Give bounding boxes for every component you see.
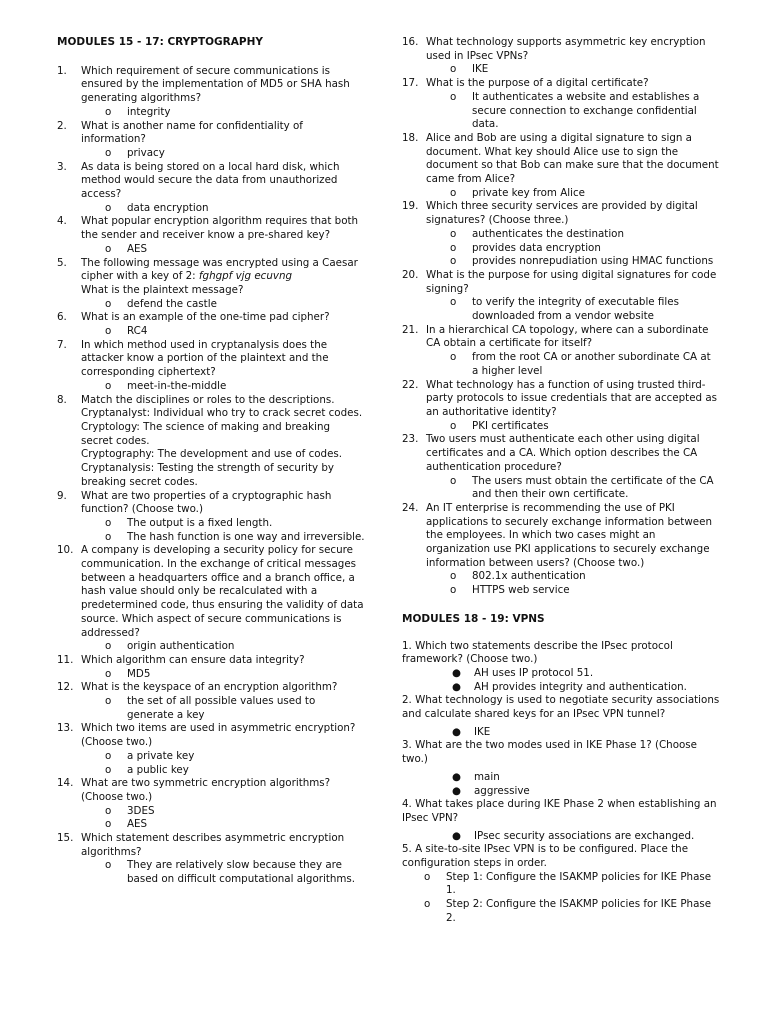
question-number: 10. (57, 544, 74, 557)
question-text: Which two items are used in asymmetric encryption? (Choose two.) (81, 722, 356, 749)
question-23 (402, 433, 720, 502)
question-number: 21. (402, 323, 419, 336)
answer-text: a private key (127, 749, 195, 762)
question-17 (402, 77, 720, 132)
question-16 (402, 36, 720, 77)
question-text: What popular encryption algorithm requires that both the sender and receiver know a pre-shared key? (81, 215, 359, 242)
question-text: As data is being stored on a local hard disk, which method would secure the data from unauthorized access? (81, 160, 340, 201)
answer (450, 63, 720, 77)
question-text: What is the purpose of a digital certificate? (426, 77, 649, 90)
description: Cryptanalysis: Testing the strength of security by breaking secret codes. (81, 462, 335, 488)
answer (105, 750, 365, 764)
answer (450, 570, 720, 584)
answer-text: PKI certificates (472, 419, 549, 432)
circle-bullet-icon: o (105, 105, 112, 118)
answer (452, 830, 720, 844)
question-5 (57, 257, 365, 312)
question-13 (57, 722, 365, 777)
question-11 (57, 654, 365, 681)
question-number: 1. (57, 64, 67, 77)
answer (105, 298, 365, 312)
section-heading-vpns: MODULES 18 - 19: VPNS (402, 612, 545, 625)
question-8 (57, 394, 365, 490)
question-number: 12. (57, 681, 74, 694)
circle-bullet-icon: o (424, 870, 431, 883)
circle-bullet-icon: o (105, 640, 112, 653)
answer-text: integrity (127, 105, 171, 118)
question-text-part: What is the plaintext message? (81, 283, 244, 296)
description: Cryptology: The science of making and breaking secret codes. (81, 420, 331, 447)
vpn-question-1: 1. Which two statements describe the IPsec protocol framework? (Choose two.) (402, 639, 673, 666)
answer-text: IKE (474, 725, 491, 738)
answer-text: origin authentication (127, 640, 235, 653)
answer (105, 243, 365, 257)
question-number: 15. (57, 832, 74, 845)
answer (105, 531, 365, 545)
answer (450, 351, 720, 378)
circle-bullet-icon: o (105, 804, 112, 817)
question-number: 14. (57, 777, 74, 790)
answer (105, 859, 365, 886)
vpn-question-2: 2. What technology is used to negotiate security associations and calculate shared keys for an IPsec VPN tunnel? (402, 694, 720, 721)
question-text: What technology has a function of using trusted third-party protocols to issue credentials that are accepted as an authoritative identity? (426, 378, 718, 418)
vpn-question-list (402, 640, 720, 926)
circle-bullet-icon: o (450, 351, 457, 364)
answer (105, 764, 365, 778)
question-text: Match the disciplines or roles to the descriptions. (81, 393, 335, 406)
circle-bullet-icon: o (105, 530, 112, 543)
answer (450, 475, 720, 502)
question-text: In a hierarchical CA topology, where can a subordinate CA obtain a certificate for itself? (426, 323, 709, 350)
config-step (424, 898, 720, 925)
answer-text: defend the castle (127, 297, 217, 310)
answer (105, 106, 365, 120)
circle-bullet-icon: o (450, 227, 457, 240)
question-text: Alice and Bob are using a digital signature to sign a document. What key should Alice use to sign the document so that Bob can make sure that the document came from Alice? (426, 131, 719, 186)
question-number: 3. (57, 160, 67, 173)
answer (450, 187, 720, 201)
circle-bullet-icon: o (450, 474, 457, 487)
question-12 (57, 681, 365, 722)
question-number: 17. (402, 77, 419, 90)
question-9 (57, 490, 365, 545)
answer-text: provides data encryption (472, 241, 601, 254)
question-1 (57, 65, 365, 120)
answer (105, 668, 365, 682)
question-text: Which algorithm can ensure data integrity? (81, 653, 305, 666)
question-text: Which statement describes asymmetric encryption algorithms? (81, 832, 345, 858)
answer-text: privacy (127, 146, 165, 159)
question-text: Which requirement of secure communications is ensured by the implementation of MD5 or SHA hash generating algorithms? (81, 64, 350, 105)
answer (105, 805, 365, 819)
question-number: 7. (57, 338, 67, 351)
question-number: 4. (57, 215, 67, 228)
question-text: What is another name for confidentiality of information? (81, 119, 303, 146)
question-text: What are two properties of a cryptographic hash function? (Choose two.) (81, 489, 332, 516)
question-2 (57, 120, 365, 161)
question-text: An IT enterprise is recommending the use of PKI applications to securely exchange information between the employees. In which two cases might an organization use PKI applications to securely exchange information between users? (Choose two.) (426, 501, 712, 569)
answer-text: 3DES (127, 804, 155, 817)
answer (105, 147, 365, 161)
answer (452, 785, 720, 799)
circle-bullet-icon: o (450, 90, 457, 103)
question-19 (402, 200, 720, 269)
answer-text: from the root CA or another subordinate CA at a higher level (472, 351, 711, 377)
answer (105, 325, 365, 339)
circle-bullet-icon: o (105, 379, 112, 392)
question-number: 23. (402, 433, 419, 446)
question-number: 24. (402, 501, 419, 514)
question-number: 22. (402, 378, 419, 391)
answer-text: AH uses IP protocol 51. (474, 666, 594, 679)
circle-bullet-icon: o (450, 241, 457, 254)
answer-text: AES (127, 242, 148, 255)
right-column (402, 36, 720, 926)
filled-bullet-icon: ● (452, 770, 461, 783)
filled-bullet-icon: ● (452, 666, 461, 679)
step-text: Step 2: Configure the ISAKMP policies for IKE Phase 2. (446, 898, 712, 924)
circle-bullet-icon: o (105, 859, 112, 872)
answer (452, 681, 720, 695)
answer (450, 296, 720, 323)
question-number: 2. (57, 119, 67, 132)
step-text: Step 1: Configure the ISAKMP policies for IKE Phase 1. (446, 870, 712, 897)
answer (450, 255, 720, 269)
vpn-question-3: 3. What are the two modes used in IKE Phase 1? (Choose two.) (402, 739, 697, 766)
answer (450, 242, 720, 256)
circle-bullet-icon: o (105, 763, 112, 776)
answer-text: The output is a fixed length. (127, 516, 273, 529)
filled-bullet-icon: ● (452, 725, 461, 738)
answer-text: It authenticates a website and establishes a secure connection to exchange confidential data. (472, 90, 700, 131)
answer-text: to verify the integrity of executable files downloaded from a vendor website (472, 296, 679, 323)
circle-bullet-icon: o (450, 419, 457, 432)
answer-text: aggressive (474, 784, 530, 797)
circle-bullet-icon: o (424, 898, 431, 911)
answer-text: data encryption (127, 201, 209, 214)
question-3 (57, 161, 365, 216)
circle-bullet-icon: o (105, 749, 112, 762)
question-number: 13. (57, 722, 74, 735)
question-15 (57, 832, 365, 887)
question-text: What technology supports asymmetric key encryption used in IPsec VPNs? (426, 36, 706, 62)
circle-bullet-icon: o (105, 516, 112, 529)
description: Cryptanalyst: Individual who try to crack secret codes. (81, 407, 363, 420)
question-20 (402, 269, 720, 324)
question-text-part: The following message was encrypted using a Caesar cipher with a key of 2: (81, 256, 358, 283)
circle-bullet-icon: o (105, 667, 112, 680)
answer-text: provides nonrepudiation using HMAC functions (472, 255, 714, 268)
circle-bullet-icon: o (450, 584, 457, 597)
answer (452, 726, 720, 740)
circle-bullet-icon: o (105, 242, 112, 255)
answer (450, 228, 720, 242)
question-text: What is the keyspace of an encryption algorithm? (81, 681, 338, 694)
question-text: Two users must authenticate each other using digital certificates and a CA. Which option describes the CA authentication procedure? (426, 433, 700, 473)
answer (450, 420, 720, 434)
answer (105, 202, 365, 216)
answer-text: IPsec security associations are exchanged. (474, 829, 695, 842)
answer-text: HTTPS web service (472, 584, 570, 597)
circle-bullet-icon: o (450, 296, 457, 309)
answer (450, 584, 720, 598)
question-4 (57, 215, 365, 256)
circle-bullet-icon: o (105, 325, 112, 338)
question-6 (57, 311, 365, 338)
question-22 (402, 379, 720, 434)
question-text (81, 257, 365, 298)
answer (105, 380, 365, 394)
answer-text: AES (127, 818, 148, 831)
answer-text: the set of all possible values used to generate a key (127, 695, 316, 721)
filled-bullet-icon: ● (452, 784, 461, 797)
answer-text: IKE (472, 63, 489, 76)
question-18 (402, 132, 720, 201)
config-step (424, 871, 720, 898)
vpn-question-4: 4. What takes place during IKE Phase 2 when establishing an IPsec VPN? (402, 798, 717, 824)
circle-bullet-icon: o (450, 570, 457, 583)
circle-bullet-icon: o (450, 255, 457, 268)
question-text: Which three security services are provided by digital signatures? (Choose three.) (426, 200, 698, 227)
question-text: In which method used in cryptanalysis does the attacker know a portion of the plaintext and the corresponding ciphertext? (81, 338, 329, 379)
answer (105, 695, 365, 722)
answer-text: RC4 (127, 325, 148, 338)
question-24 (402, 502, 720, 598)
question-text: What are two symmetric encryption algorithms? (Choose two.) (81, 777, 331, 803)
question-number: 6. (57, 311, 67, 324)
answer (105, 517, 365, 531)
circle-bullet-icon: o (105, 818, 112, 831)
answer-text: AH provides integrity and authentication. (474, 680, 687, 693)
answer-text: authenticates the destination (472, 227, 625, 240)
question-10 (57, 544, 365, 654)
question-14 (57, 777, 365, 832)
answer-text: They are relatively slow because they are based on difficult computational algorithms. (127, 859, 356, 886)
question-number: 5. (57, 256, 67, 269)
question-7 (57, 339, 365, 394)
question-list (402, 36, 720, 598)
answer-text: private key from Alice (472, 186, 585, 199)
circle-bullet-icon: o (105, 297, 112, 310)
vpn-question-5: 5. A site-to-site IPsec VPN is to be configured. Place the configuration steps in order. (402, 843, 689, 870)
answer-text: main (474, 770, 500, 783)
filled-bullet-icon: ● (452, 829, 461, 842)
answer-text: The users must obtain the certificate of the CA and then their own certificate. (472, 474, 714, 501)
answer-text: The hash function is one way and irreversible. (127, 530, 365, 543)
circle-bullet-icon: o (105, 695, 112, 708)
circle-bullet-icon: o (105, 201, 112, 214)
left-column (57, 36, 365, 887)
question-number: 18. (402, 131, 419, 144)
section-heading-cryptography: MODULES 15 - 17: CRYPTOGRAPHY (57, 36, 263, 48)
filled-bullet-icon: ● (452, 680, 461, 693)
answer (105, 818, 365, 832)
question-number: 20. (402, 268, 419, 281)
answer-text: 802.1x authentication (472, 570, 586, 583)
question-number: 9. (57, 489, 67, 502)
circle-bullet-icon: o (450, 186, 457, 199)
answer (452, 771, 720, 785)
description: Cryptography: The development and use of codes. (81, 448, 343, 461)
question-text: A company is developing a security policy for secure communication. In the exchange of critical messages between a headquarters office and a branch office, a hash value should only be recalculated with a predetermined code, thus ensuring the validity of data source. Which aspect of secure communications is addressed? (81, 544, 364, 639)
question-number: 19. (402, 200, 419, 213)
answer-text: a public key (127, 763, 189, 776)
question-number: 11. (57, 653, 74, 666)
question-list (57, 65, 365, 887)
answer (105, 640, 365, 654)
question-number: 16. (402, 36, 419, 48)
circle-bullet-icon: o (105, 146, 112, 159)
question-number: 8. (57, 393, 67, 406)
question-text: What is an example of the one-time pad cipher? (81, 311, 330, 324)
ciphertext: fghgpf vjg ecuvng (198, 270, 293, 283)
answer-text: MD5 (127, 667, 151, 680)
answer (450, 91, 720, 132)
answer-text: meet-in-the-middle (127, 379, 227, 392)
question-21 (402, 324, 720, 379)
question-text: What is the purpose for using digital signatures for code signing? (426, 268, 717, 295)
answer (452, 667, 720, 681)
circle-bullet-icon: o (450, 63, 457, 76)
